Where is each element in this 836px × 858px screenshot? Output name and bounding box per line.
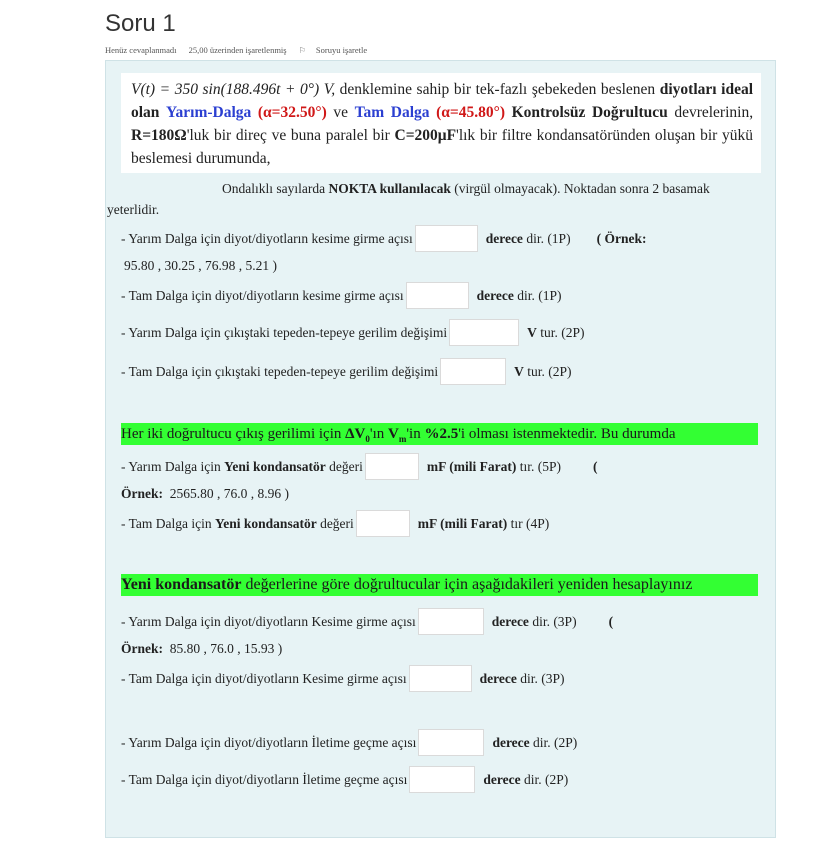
row-prefix: - Tam Dalga için [121, 515, 212, 531]
full-ripple-voltage-input[interactable] [440, 358, 506, 385]
row-full-new-cutoff [121, 665, 564, 692]
banner2-text: değerlerine göre doğrultucular için aşağıdakileri yeniden hesaplayınız [241, 576, 693, 593]
row-label: - Yarım Dalga için çıkıştaki tepeden-tepeye gerilim değişimi [121, 324, 448, 340]
suffix: tır (4P) [510, 515, 550, 531]
row-label: - Tam Dalga için diyot/diyotların kesime girme açısı [121, 287, 404, 303]
question-title: Soru 1 [105, 10, 176, 37]
half-conduction-angle-input[interactable] [418, 729, 484, 756]
question-intro [121, 73, 761, 173]
question-status: Henüz cevaplanmadı [105, 45, 177, 55]
banner-text-c: 'in [406, 426, 425, 442]
intro-text-4: 'lık bir filtre kondansatöründen oluşan bir yükü beslemesi durumunda, [131, 127, 754, 167]
row-full-conduction [121, 766, 568, 793]
note-text-c: (virgül olmayacak). Noktadan sonra 2 basamak [454, 181, 710, 196]
intro-text-2: devrelerinin, [674, 104, 754, 121]
intro-and: ve [333, 104, 348, 121]
v-m: V [388, 426, 399, 442]
unit: derece [483, 771, 521, 787]
unit: mF (mili Farat) [417, 515, 508, 531]
example-values-1: 95.80 , 30.25 , 76.98 , 5.21 ) [124, 258, 277, 273]
banner-text-d: 'i olması istenmektedir. Bu durumda [458, 426, 676, 442]
voltage-formula: V(t) = 350 sin(188.496t + 0°) V, [131, 81, 336, 98]
unit: V [514, 363, 524, 379]
question-points: 25,00 üzerinden işaretlenmiş [188, 45, 287, 55]
intro-text-3: 'luk bir direç ve buna paralel bir [186, 127, 390, 144]
full-cutoff-angle-input[interactable] [406, 282, 469, 309]
alpha-half: (α=32.50°) [257, 104, 327, 121]
capacitor-value: C=200μF [394, 127, 457, 144]
unit: V [527, 324, 537, 340]
example-values-3: 85.80 , 76.0 , 15.93 ) [169, 641, 283, 656]
row-half-ripple [121, 319, 585, 346]
row-full-ripple [121, 358, 571, 385]
unit: derece [492, 734, 530, 750]
row-label: - Tam Dalga için diyot/diyotların Kesime girme açısı [121, 670, 407, 686]
flag-icon: ⚐ [298, 46, 306, 55]
full-new-cutoff-input[interactable] [409, 665, 472, 692]
suffix: dir. (2P) [533, 734, 578, 750]
row-bold: Yeni kondansatör [215, 515, 317, 531]
example-line-2 [121, 486, 289, 502]
half-wave-label: Yarım-Dalga [166, 104, 252, 121]
delta-v-sub: 0 [365, 434, 370, 444]
question-content-box [105, 60, 776, 838]
row-half-new-cutoff [121, 608, 613, 635]
row-half-conduction [121, 729, 577, 756]
unit: derece [485, 230, 523, 246]
row-label: - Yarım Dalga için diyot/diyotların Kesime girme açısı [121, 613, 416, 629]
example-values-2: 2565.80 , 76.0 , 8.96 ) [169, 486, 289, 501]
row-full-cutoff [121, 282, 562, 309]
suffix: dir. (1P) [517, 287, 562, 303]
banner-text-a: Her iki doğrultucu çıkış gerilimi için [121, 426, 346, 442]
row-bold: Yeni kondansatör [224, 458, 326, 474]
row-prefix: - Yarım Dalga için [121, 458, 221, 474]
row-label: - Yarım Dalga için diyot/diyotların İletime geçme açısı [121, 734, 417, 750]
suffix: dir. (3P) [532, 613, 577, 629]
full-conduction-angle-input[interactable] [409, 766, 475, 793]
decimal-note-cont: yeterlidir. [107, 202, 160, 217]
note-text-b: NOKTA kullanılacak [328, 181, 451, 196]
unit: derece [476, 287, 514, 303]
unit: mF (mili Farat) [426, 458, 517, 474]
unit: derece [479, 670, 517, 686]
row-half-cutoff [121, 225, 646, 252]
flag-question-label: Soruyu işaretle [315, 45, 368, 55]
suffix: tır. (5P) [519, 458, 561, 474]
half-new-cutoff-input[interactable] [418, 608, 484, 635]
intro-diodes: diyotları ideal olan [131, 81, 754, 121]
v-m-sub: m [398, 434, 407, 444]
full-new-capacitor-input[interactable] [356, 510, 410, 537]
suffix: tur. (2P) [540, 324, 585, 340]
flag-question-link[interactable] [299, 45, 377, 55]
half-cutoff-angle-input[interactable] [415, 225, 478, 252]
note-text-a: Ondalıklı sayılarda [222, 181, 326, 196]
full-wave-label: Tam Dalga [354, 104, 430, 121]
row-label: - Tam Dalga için çıkıştaki tepeden-tepeye gerilim değişimi [121, 363, 439, 379]
paren: ( [592, 458, 598, 474]
row-label: değeri [329, 458, 363, 474]
row-label: - Tam Dalga için diyot/diyotların İletime geçme açısı [121, 771, 408, 787]
alpha-full: (α=45.80°) [436, 104, 505, 121]
example-label: Örnek: [121, 486, 163, 501]
row-half-capacitor [121, 453, 597, 480]
banner-text-b: 'ın [369, 426, 388, 442]
paren: ( [608, 613, 614, 629]
example-line-3 [121, 641, 282, 657]
question-meta [105, 45, 387, 55]
row-label: - Yarım Dalga için diyot/diyotların kesime girme açısı [121, 230, 413, 246]
suffix: tur. (2P) [527, 363, 572, 379]
unit: derece [491, 613, 529, 629]
banner2-bold: Yeni kondansatör [121, 576, 242, 593]
uncontrolled-rectifier: Kontrolsüz Doğrultucu [511, 104, 668, 121]
example-label: ( Örnek: [596, 230, 647, 246]
example-label: Örnek: [121, 641, 163, 656]
suffix: dir. (3P) [520, 670, 565, 686]
decimal-note [222, 181, 710, 197]
suffix: dir. (1P) [526, 230, 571, 246]
row-full-capacitor [121, 510, 549, 537]
suffix: dir. (2P) [523, 771, 569, 787]
recalculate-banner [121, 574, 758, 596]
half-ripple-voltage-input[interactable] [449, 319, 519, 346]
intro-text-1: denklemine sahip bir tek-fazlı şebekeden beslenen [339, 81, 656, 98]
half-new-capacitor-input[interactable] [365, 453, 419, 480]
row-label: değeri [320, 515, 354, 531]
delta-v: ΔV [345, 426, 366, 442]
resistor-value: R=180Ω [131, 127, 187, 144]
percentage: %2.5 [424, 426, 459, 442]
requirement-banner [121, 423, 758, 445]
